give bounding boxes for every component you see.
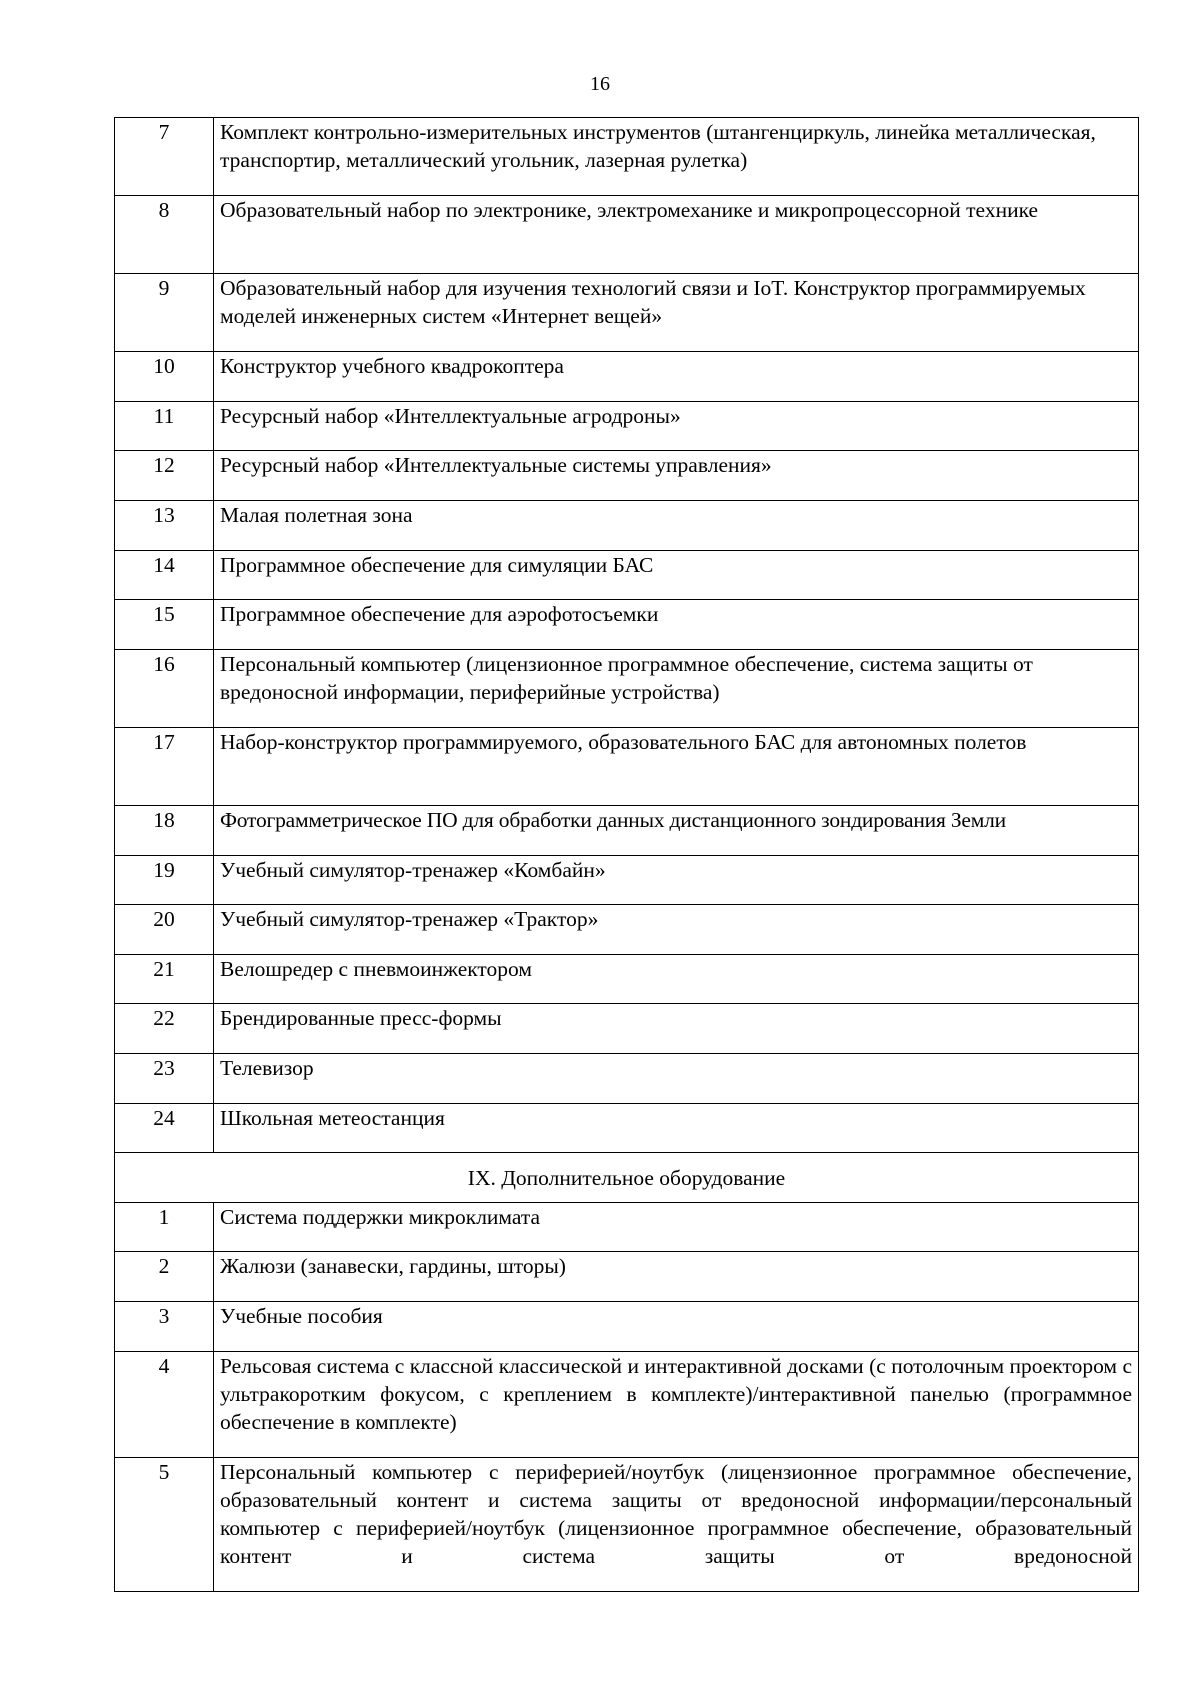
row-text: Учебный симулятор-тренажер «Комбайн»: [214, 856, 1139, 905]
row-text: Программное обеспечение для аэрофотосъемки: [214, 600, 1139, 650]
row-text: Образовательный набор по электронике, электромеханике и микропроцессорной технике: [214, 196, 1139, 274]
row-number: 22: [115, 1004, 214, 1054]
row-number: 5: [115, 1458, 214, 1592]
table-row: [115, 1302, 1139, 1352]
row-text: Учебный симулятор-тренажер «Трактор»: [214, 905, 1139, 955]
table-row: [115, 955, 1139, 1004]
row-text: Брендированные пресс-формы: [214, 1004, 1139, 1054]
row-text: Велошредер с пневмоинжектором: [214, 955, 1139, 1004]
row-number: 13: [115, 501, 214, 551]
table-row: [115, 501, 1139, 551]
row-number: 8: [115, 196, 214, 274]
table-row: [115, 551, 1139, 600]
table-row: [115, 806, 1139, 856]
table-row: [115, 1054, 1139, 1104]
table-row: [115, 1104, 1139, 1153]
row-number: 7: [115, 118, 214, 196]
row-number: 3: [115, 1302, 214, 1352]
table-row: [115, 1252, 1139, 1302]
row-text: Персональный компьютер (лицензионное программное обеспечение, система защиты от вредоносной информации, периферийные устройства): [214, 650, 1139, 728]
equipment-table: [114, 117, 1139, 1592]
row-number: 2: [115, 1252, 214, 1302]
row-number: 17: [115, 728, 214, 806]
row-text: Телевизор: [214, 1054, 1139, 1104]
row-number: 19: [115, 856, 214, 905]
row-text: Фотограмметрическое ПО для обработки данных дистанционного зондирования Земли: [214, 806, 1139, 856]
page-number: 16: [590, 73, 610, 95]
row-text: Жалюзи (занавески, гардины, шторы): [214, 1252, 1139, 1302]
row-text: Малая полетная зона: [214, 501, 1139, 551]
row-text: Ресурсный набор «Интеллектуальные агродроны»: [214, 402, 1139, 451]
row-text: Образовательный набор для изучения технологий связи и IoT. Конструктор программируемых моделей инженерных систем «Интернет вещей»: [214, 274, 1139, 352]
row-number: 20: [115, 905, 214, 955]
row-text: Программное обеспечение для симуляции БАС: [214, 551, 1139, 600]
row-text: Школьная метеостанция: [214, 1104, 1139, 1153]
row-number: 12: [115, 451, 214, 501]
row-text: Учебные пособия: [214, 1302, 1139, 1352]
table-row: [115, 118, 1139, 196]
table-row: [115, 402, 1139, 451]
table-row: [115, 274, 1139, 352]
table-row: [115, 650, 1139, 728]
row-number: 18: [115, 806, 214, 856]
table-row: [115, 856, 1139, 905]
table-row: [115, 728, 1139, 806]
row-number: 1: [115, 1203, 214, 1252]
table-row: [115, 1352, 1139, 1458]
row-number: 15: [115, 600, 214, 650]
row-number: 21: [115, 955, 214, 1004]
row-number: 24: [115, 1104, 214, 1153]
row-number: 9: [115, 274, 214, 352]
row-text: Комплект контрольно-измерительных инструментов (штангенциркуль, линейка металлическая, транспортир, металлический угольник, лазерная рулетка): [214, 118, 1139, 196]
table-row: [115, 196, 1139, 274]
row-text: Ресурсный набор «Интеллектуальные системы управления»: [214, 451, 1139, 501]
row-number: 4: [115, 1352, 214, 1458]
row-number: 23: [115, 1054, 214, 1104]
row-number: 10: [115, 352, 214, 402]
section-header-row: [115, 1153, 1139, 1203]
table-row: [115, 451, 1139, 501]
table-row: [115, 905, 1139, 955]
row-text: Конструктор учебного квадрокоптера: [214, 352, 1139, 402]
table-row: [115, 1004, 1139, 1054]
row-number: 11: [115, 402, 214, 451]
table-row: [115, 600, 1139, 650]
row-number: 16: [115, 650, 214, 728]
table-row: [115, 1203, 1139, 1252]
table-row: [115, 1458, 1139, 1592]
table-row: [115, 352, 1139, 402]
row-text: Набор-конструктор программируемого, образовательного БАС для автономных полетов: [214, 728, 1139, 806]
row-text: Персональный компьютер с периферией/ноутбук (лицензионное программное обеспечение, образовательный контент и система защиты от вредоносной информации/персональный компьютер с периферией/ноутбук (лицензионное программное обеспечение, образовательный контент и система защиты от вредоносной: [214, 1458, 1139, 1592]
row-text: Система поддержки микроклимата: [214, 1203, 1139, 1252]
section-title: IX. Дополнительное оборудование: [115, 1153, 1139, 1203]
row-text: Рельсовая система с классной классической и интерактивной досками (с потолочным проектором с ультракоротким фокусом, с креплением в комплекте)/интерактивной панелью (программное обеспечение в комплекте): [214, 1352, 1139, 1458]
row-number: 14: [115, 551, 214, 600]
